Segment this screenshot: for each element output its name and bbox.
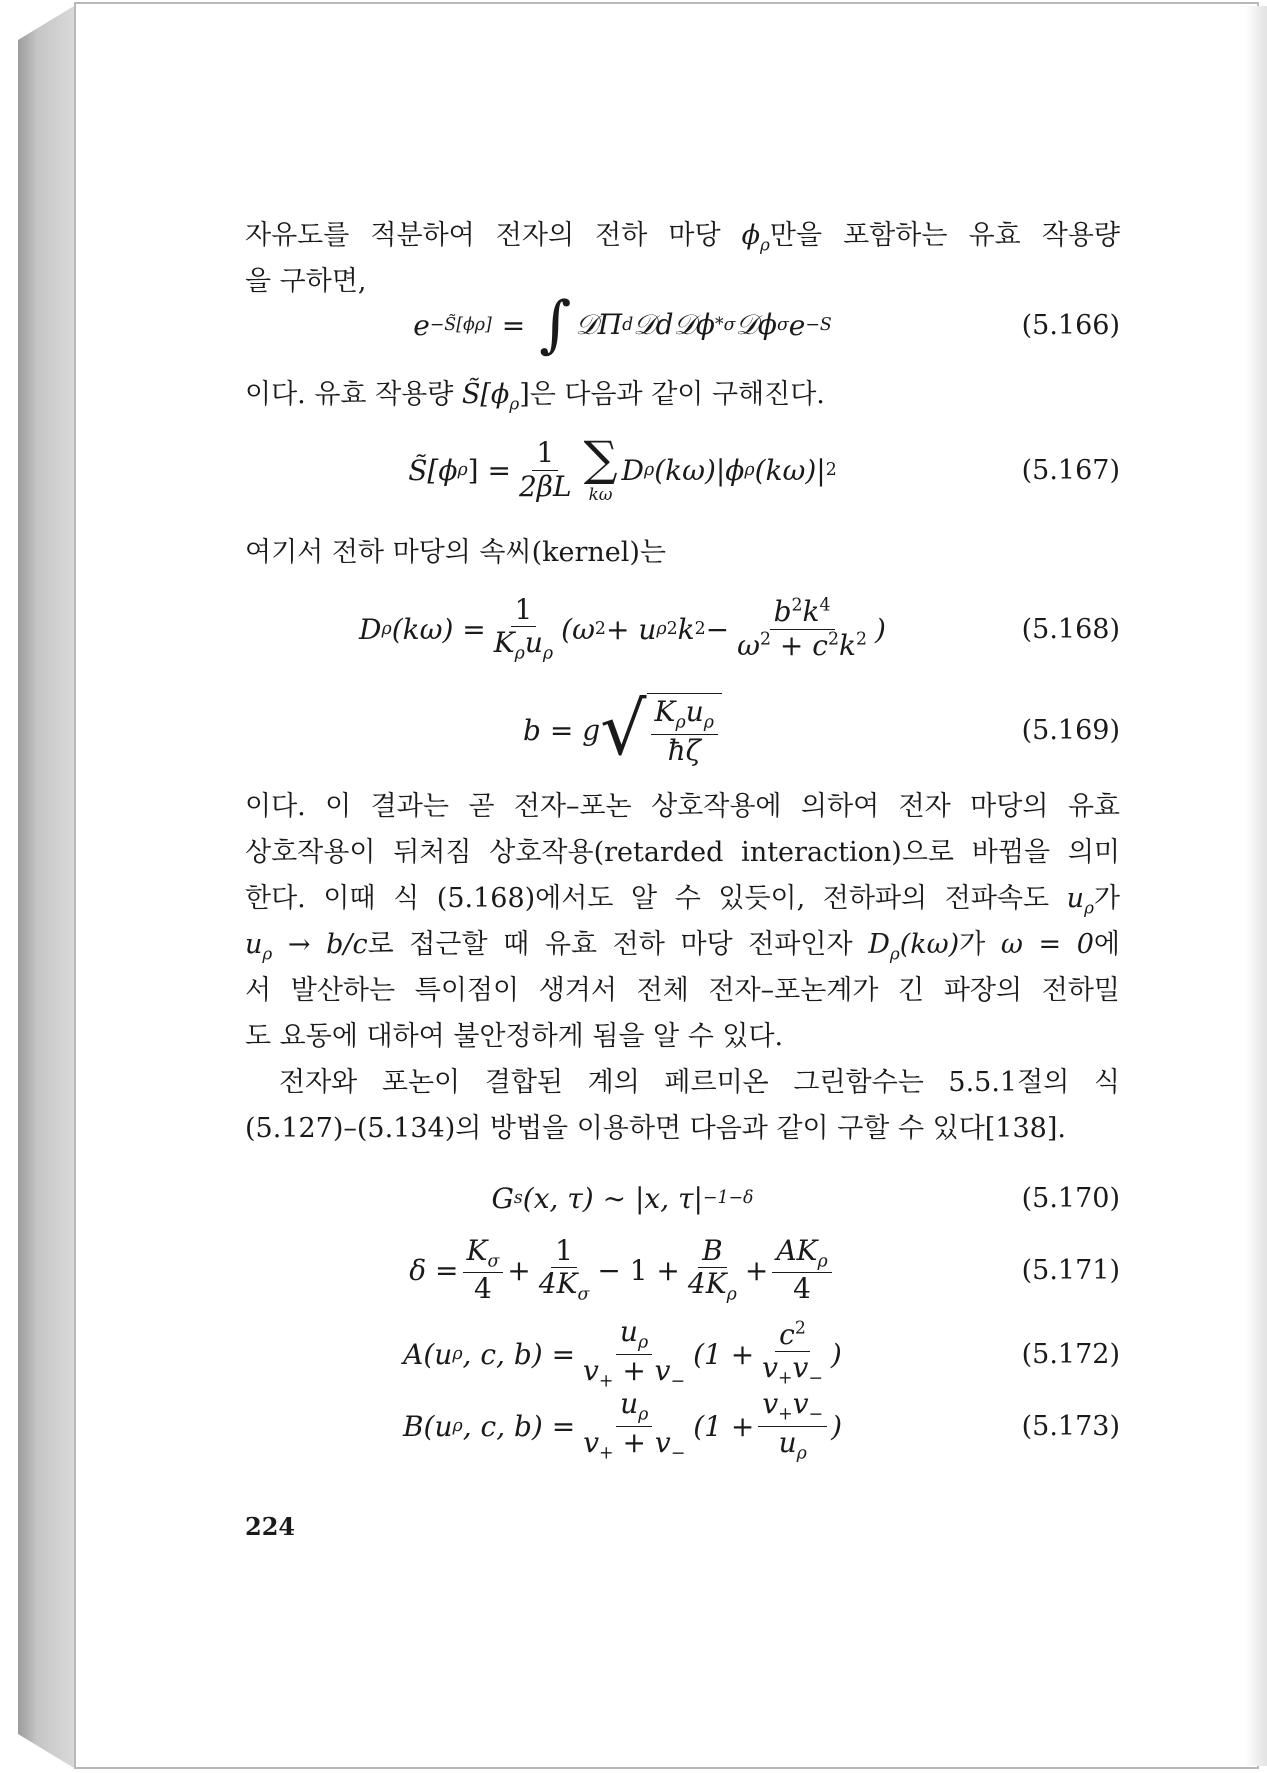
equation-formula: e −S̃[ϕρ] = ∫ 𝒟Π d 𝒟d𝒟ϕ * σ 𝒟ϕ σ e −S xyxy=(413,288,832,361)
equation-5-167 xyxy=(245,425,1120,515)
equation-number: (5.173) xyxy=(1021,1410,1120,1442)
equation-number: (5.170) xyxy=(1021,1182,1120,1214)
equation-formula: S̃[ϕ ρ ] = $\frac{1}{2\beta L}$ ∑ kω D ρ (kω)|ϕ ρ (kω)| 2 xyxy=(408,432,837,504)
equation-formula: B(u ρ , c, b) = $\frac{u_\rho}{v_+ + v_-}$ (1 + $\frac{v_+v_-}{u_\rho}$ ) xyxy=(402,1386,843,1464)
equation-formula: δ = $\frac{K_\sigma}{4}$ + $\frac{1}{4K_\sigma}$ − 1 + $\frac{B}{4K_\rho}$ + $\frac{AK_\rho}{4}$ xyxy=(245,1228,1000,1312)
equation-5-173 xyxy=(245,1384,1120,1468)
book-spine xyxy=(18,6,74,1768)
paragraph-line: 이다. 유효 작용량 $S̃[\phi_\rho]$은 다음과 같이 구해진다. xyxy=(245,379,825,414)
page-edge xyxy=(1245,6,1267,1766)
paragraph-line: (5.127)–(5.134)의 방법을 이용하면 다음과 같이 구할 수 있다[138]. xyxy=(245,1113,1066,1144)
equation-5-168 xyxy=(245,587,1120,671)
paragraph-line: $u_\rho \to b/c$로 접근할 때 유효 전하 마당 전파인자 $D_\rho(k\omega)$가 ω = 0에 xyxy=(245,929,1120,964)
equation-formula: A(u ρ , c, b) = $\frac{u_\rho}{v_+ + v_-}$ (1 + $\frac{c^2}{v_+v_-}$ ) xyxy=(403,1314,842,1392)
equation-5-166 xyxy=(245,290,1120,360)
paragraph-line: 도 요동에 대하여 불안정하게 됨을 알 수 있다. xyxy=(245,1021,784,1052)
equation-formula: D ρ (kω) = $\frac{1}{K_\rho u_\rho}$ (ω 2 + u ρ 2 k 2 − $\frac{b^2k^4}{\omega^2 + c^2k^2}$ ) xyxy=(359,592,886,664)
paragraph-line: 여기서 전하 마당의 속씨(kernel)는 xyxy=(245,537,666,568)
equation-number: (5.166) xyxy=(1021,309,1120,341)
paragraph-line: 이다. 이 결과는 곧 전자–포논 상호작용에 의하여 전자 마당의 유효 xyxy=(245,791,1120,822)
equation-5-170 xyxy=(245,1166,1120,1230)
equation-formula: b = g √ $\frac{K_\rho u_\rho}{ħ\zeta}$ xyxy=(245,685,1000,775)
equation-number: (5.171) xyxy=(1021,1254,1120,1286)
page-number: 224 xyxy=(245,1512,296,1541)
paragraph-line: 한다. 이때 식 (5.168)에서도 알 수 있듯이, 전하파의 전파속도 $u_\rho$가 xyxy=(245,883,1120,918)
equation-formula: G s (x, τ) ∼ |x, τ| −1−δ xyxy=(491,1181,754,1215)
paragraph-line: 자유도를 적분하여 전자의 전하 마당 $\phi_\rho$만을 포함하는 유효 작용량 xyxy=(245,220,1120,255)
paragraph-line: 상호작용이 뒤처짐 상호작용(retarded interaction)으로 바뀜을 의미 xyxy=(245,837,1120,868)
equation-5-169 xyxy=(245,685,1120,775)
equation-number: (5.172) xyxy=(1021,1338,1120,1370)
paragraph-line: 을 구하면, xyxy=(245,266,367,297)
equation-5-171 xyxy=(245,1228,1120,1312)
paragraph-line: 전자와 포논이 결합된 계의 페르미온 그린함수는 5.5.1절의 식 xyxy=(279,1067,1120,1098)
equation-number: (5.167) xyxy=(1021,454,1120,486)
equation-number: (5.168) xyxy=(1021,613,1120,645)
paragraph-line: 서 발산하는 특이점이 생겨서 전체 전자–포논계가 긴 파장의 전하밀 xyxy=(245,975,1120,1006)
equation-number: (5.169) xyxy=(1021,714,1120,746)
